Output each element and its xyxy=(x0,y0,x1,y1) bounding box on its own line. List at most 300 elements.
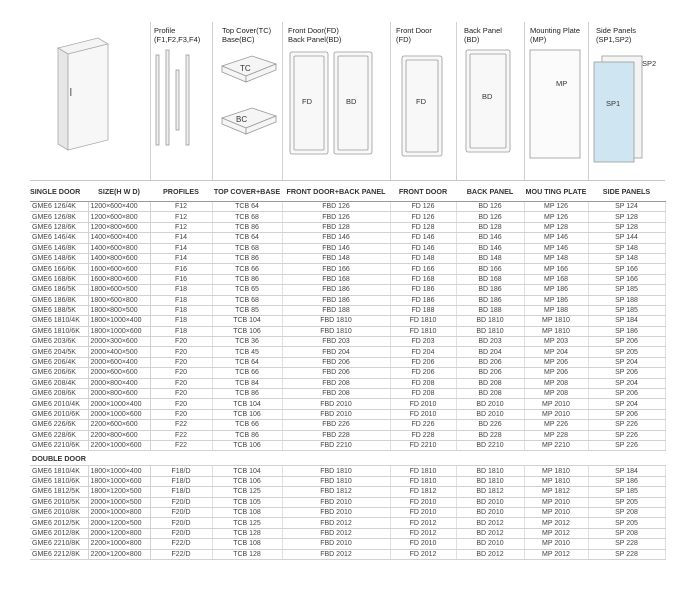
table-cell: FD 2010 xyxy=(390,507,456,517)
table-cell: FBD 168 xyxy=(282,274,390,284)
col-header: FRONT DOOR+BACK PANEL xyxy=(282,181,390,202)
table-cell: FBD 228 xyxy=(282,430,390,440)
table-cell: FD 188 xyxy=(390,305,456,315)
table-cell: F22/D xyxy=(150,549,212,559)
table-cell: MP 1810 xyxy=(524,476,588,486)
table-cell: 2000×600×600 xyxy=(88,368,150,378)
table-cell: FD 228 xyxy=(390,430,456,440)
table-cell: TCB 45 xyxy=(212,347,282,357)
svg-text:BC: BC xyxy=(236,115,248,124)
table-cell: F18 xyxy=(150,316,212,326)
table-cell: SP 206 xyxy=(588,337,665,347)
table-cell: SP 204 xyxy=(588,378,665,388)
table-cell: MP 208 xyxy=(524,389,588,399)
table-cell: GME6 2012/5K xyxy=(30,518,88,528)
table-cell: GME6 146/4K xyxy=(30,233,88,243)
table-cell: FBD 2010 xyxy=(282,507,390,517)
table-row xyxy=(30,222,665,232)
table-cell: TCB 36 xyxy=(212,337,282,347)
table-cell: GME6 2010/8K xyxy=(30,507,88,517)
table-cell: 1800×1200×500 xyxy=(88,487,150,497)
table-cell: TCB 85 xyxy=(212,305,282,315)
table-cell: SP 188 xyxy=(588,295,665,305)
table-cell: TCB 105 xyxy=(212,497,282,507)
table-cell: TCB 104 xyxy=(212,466,282,476)
table-cell: FD 2010 xyxy=(390,497,456,507)
table-cell: SP 184 xyxy=(588,466,665,476)
table-cell: SP 226 xyxy=(588,420,665,430)
table-cell: BD 126 xyxy=(456,202,524,212)
table-row xyxy=(30,399,665,409)
table-cell: TCB 64 xyxy=(212,233,282,243)
table-row xyxy=(30,305,665,315)
table-cell: MP 204 xyxy=(524,347,588,357)
table-cell: FBD 148 xyxy=(282,253,390,263)
table-cell: MP 228 xyxy=(524,430,588,440)
table-cell: BD 2210 xyxy=(456,440,524,450)
table-cell: TCB 106 xyxy=(212,476,282,486)
table-cell: BD 146 xyxy=(456,233,524,243)
table-cell: 1600×800×600 xyxy=(88,274,150,284)
mounting-plate-label: Mounting Plate (MP) xyxy=(530,26,581,44)
table-cell: GME6 226/6K xyxy=(30,420,88,430)
table-row xyxy=(30,528,665,538)
table-cell: BD 2012 xyxy=(456,528,524,538)
table-cell: GME6 188/5K xyxy=(30,305,88,315)
table-cell: F22 xyxy=(150,430,212,440)
table-cell: FBD 126 xyxy=(282,202,390,212)
table-cell: 2000×1200×800 xyxy=(88,528,150,538)
table-cell: BD 2012 xyxy=(456,518,524,528)
table-cell: GME6 2212/8K xyxy=(30,549,88,559)
table-cell: BD 204 xyxy=(456,347,524,357)
table-cell: F20 xyxy=(150,378,212,388)
divider xyxy=(212,22,213,180)
table-cell: GME6 186/8K xyxy=(30,295,88,305)
table-cell: SP 206 xyxy=(588,389,665,399)
table-cell: BD 166 xyxy=(456,264,524,274)
table-cell: FBD 186 xyxy=(282,295,390,305)
table-cell: FD 203 xyxy=(390,337,456,347)
table-row xyxy=(30,476,665,486)
table-cell: GME6 128/6K xyxy=(30,222,88,232)
svg-text:SP1: SP1 xyxy=(606,99,621,108)
table-cell: TCB 68 xyxy=(212,243,282,253)
table-cell: TCB 86 xyxy=(212,222,282,232)
table-cell: BD 2010 xyxy=(456,497,524,507)
table-cell: BD 186 xyxy=(456,285,524,295)
table-row xyxy=(30,347,665,357)
table-cell: SP 185 xyxy=(588,285,665,295)
table-cell: FBD 208 xyxy=(282,378,390,388)
mounting-plate-illustration xyxy=(530,50,580,158)
table-cell: TCB 86 xyxy=(212,253,282,263)
table-cell: TCB 86 xyxy=(212,430,282,440)
table-cell: SP 228 xyxy=(588,549,665,559)
table-cell: F20 xyxy=(150,337,212,347)
table-row xyxy=(30,497,665,507)
svg-text:TC: TC xyxy=(240,64,251,73)
table-row xyxy=(30,368,665,378)
table-cell: GME6 206/6K xyxy=(30,368,88,378)
table-cell: FBD 1810 xyxy=(282,466,390,476)
table-cell: F18 xyxy=(150,285,212,295)
table-cell: GME6 1810/6K xyxy=(30,326,88,336)
table-cell: FBD 2012 xyxy=(282,549,390,559)
table-cell: F20/D xyxy=(150,518,212,528)
table-cell: GME6 1810/4K xyxy=(30,466,88,476)
table-cell: FBD 206 xyxy=(282,368,390,378)
table-cell: TCB 68 xyxy=(212,295,282,305)
back-panel-label: Back Panel (BD) xyxy=(464,26,502,44)
table-cell: TCB 104 xyxy=(212,399,282,409)
divider xyxy=(456,22,457,180)
double-door-label: DOUBLE DOOR xyxy=(30,451,665,466)
table-cell: SP 208 xyxy=(588,507,665,517)
table-cell: TCB 106 xyxy=(212,440,282,450)
col-header: TOP COVER+BASE xyxy=(212,181,282,202)
table-cell: FBD 208 xyxy=(282,389,390,399)
table-cell: TCB 106 xyxy=(212,326,282,336)
table-cell: SP 186 xyxy=(588,326,665,336)
table-cell: FBD 146 xyxy=(282,243,390,253)
table-cell: 1200×600×400 xyxy=(88,202,150,212)
table-cell: FD 1810 xyxy=(390,476,456,486)
table-row xyxy=(30,440,665,450)
table-cell: 1400×600×800 xyxy=(88,243,150,253)
table-cell: FBD 188 xyxy=(282,305,390,315)
table-cell: FD 2012 xyxy=(390,549,456,559)
table-cell: FBD 166 xyxy=(282,264,390,274)
table-cell: GME6 2010/5K xyxy=(30,497,88,507)
table-cell: FD 208 xyxy=(390,378,456,388)
table-cell: SP 205 xyxy=(588,347,665,357)
table-cell: GME6 203/6K xyxy=(30,337,88,347)
profile-illustration xyxy=(156,50,189,145)
table-cell: TCB 64 xyxy=(212,357,282,367)
table-cell: SP 128 xyxy=(588,222,665,232)
table-cell: F12 xyxy=(150,202,212,212)
table-cell: 1800×1000×600 xyxy=(88,326,150,336)
table-cell: FD 186 xyxy=(390,285,456,295)
table-cell: F20/D xyxy=(150,497,212,507)
table-cell: 2000×1000×600 xyxy=(88,409,150,419)
table-cell: SP 205 xyxy=(588,497,665,507)
table-row xyxy=(30,253,665,263)
col-header: PROFILES xyxy=(150,181,212,202)
table-cell: SP 185 xyxy=(588,305,665,315)
table-cell: F20 xyxy=(150,368,212,378)
table-cell: BD 203 xyxy=(456,337,524,347)
table-cell: GME6 1812/5K xyxy=(30,487,88,497)
table-cell: SP 186 xyxy=(588,476,665,486)
table-row xyxy=(30,243,665,253)
table-cell: GME6 1810/4K xyxy=(30,316,88,326)
table-cell: FBD 128 xyxy=(282,222,390,232)
table-row xyxy=(30,233,665,243)
table-cell: BD 2010 xyxy=(456,409,524,419)
table-cell: MP 2010 xyxy=(524,497,588,507)
table-cell: F16 xyxy=(150,264,212,274)
table-cell: BD 2010 xyxy=(456,539,524,549)
table-cell: BD 2010 xyxy=(456,507,524,517)
svg-text:BD: BD xyxy=(482,92,493,101)
table-cell: MP 2010 xyxy=(524,507,588,517)
table-cell: TCB 84 xyxy=(212,378,282,388)
table-row xyxy=(30,285,665,295)
table-cell: MP 126 xyxy=(524,212,588,222)
side-panels-illustration xyxy=(594,56,642,162)
table-cell: 2200×1000×800 xyxy=(88,539,150,549)
table-cell: F20/D xyxy=(150,507,212,517)
table-cell: FD 148 xyxy=(390,253,456,263)
back-panel-illustration xyxy=(466,50,510,152)
front-door-illustration xyxy=(402,56,442,156)
table-cell: TCB 125 xyxy=(212,487,282,497)
front-door-label: Front Door (FD) xyxy=(396,26,432,44)
table-cell: GME6 204/5K xyxy=(30,347,88,357)
table-cell: FD 1810 xyxy=(390,326,456,336)
component-illustrations xyxy=(0,0,685,178)
table-cell: MP 128 xyxy=(524,222,588,232)
table-cell: 1800×1000×400 xyxy=(88,316,150,326)
table-cell: FBD 203 xyxy=(282,337,390,347)
parts-table xyxy=(30,180,666,560)
table-row xyxy=(30,274,665,284)
table-cell: 2000×800×400 xyxy=(88,378,150,388)
table-cell: MP 146 xyxy=(524,233,588,243)
table-cell: FBD 1812 xyxy=(282,487,390,497)
table-cell: GME6 166/6K xyxy=(30,264,88,274)
table-cell: FD 2010 xyxy=(390,539,456,549)
table-cell: FBD 226 xyxy=(282,420,390,430)
table-row xyxy=(30,295,665,305)
table-cell: F22 xyxy=(150,420,212,430)
table-cell: GME6 186/5K xyxy=(30,285,88,295)
table-cell: F20 xyxy=(150,409,212,419)
table-cell: F20 xyxy=(150,399,212,409)
table-cell: 1800×800×500 xyxy=(88,305,150,315)
table-cell: SP 148 xyxy=(588,243,665,253)
divider xyxy=(588,22,589,180)
table-cell: TCB 125 xyxy=(212,518,282,528)
table-cell: FBD 1810 xyxy=(282,326,390,336)
table-cell: 2000×300×600 xyxy=(88,337,150,347)
table-cell: SP 205 xyxy=(588,518,665,528)
table-cell: FD 204 xyxy=(390,347,456,357)
table-cell: FD 1810 xyxy=(390,316,456,326)
table-cell: GME6 148/6K xyxy=(30,253,88,263)
section-row xyxy=(30,451,665,466)
table-cell: TCB 66 xyxy=(212,420,282,430)
table-cell: 2000×1200×500 xyxy=(88,518,150,528)
table-cell: MP 148 xyxy=(524,253,588,263)
table-cell: F20 xyxy=(150,389,212,399)
table-cell: TCB 68 xyxy=(212,212,282,222)
table-cell: F20/D xyxy=(150,528,212,538)
table-cell: SP 204 xyxy=(588,399,665,409)
top-cover-label: Top Cover(TC) Base(BC) xyxy=(222,26,272,44)
table-cell: SP 226 xyxy=(588,430,665,440)
table-cell: TCB 65 xyxy=(212,285,282,295)
table-header-row xyxy=(30,181,665,202)
col-header: MOU TING PLATE xyxy=(524,181,588,202)
table-cell: MP 166 xyxy=(524,264,588,274)
divider xyxy=(390,22,391,180)
table-row xyxy=(30,326,665,336)
table-row xyxy=(30,549,665,559)
table-cell: GME6 126/4K xyxy=(30,202,88,212)
table-cell: MP 206 xyxy=(524,368,588,378)
divider xyxy=(282,22,283,180)
table-cell: GME6 208/6K xyxy=(30,389,88,399)
table-cell: 2000×600×400 xyxy=(88,357,150,367)
table-cell: TCB 64 xyxy=(212,202,282,212)
table-cell: MP 208 xyxy=(524,378,588,388)
table-cell: 1200×600×800 xyxy=(88,212,150,222)
table-cell: TCB 106 xyxy=(212,409,282,419)
table-cell: GME6 2210/6K xyxy=(30,440,88,450)
table-cell: 2000×1000×800 xyxy=(88,507,150,517)
table-cell: 1800×1000×600 xyxy=(88,476,150,486)
table-row xyxy=(30,539,665,549)
svg-text:FD: FD xyxy=(416,97,426,106)
table-cell: MP 186 xyxy=(524,295,588,305)
table-cell: BD 226 xyxy=(456,420,524,430)
table-cell: GME6 126/8K xyxy=(30,212,88,222)
front-back-label: Front Door(FD) Back Panel(BD) xyxy=(288,26,342,44)
table-cell: SP 124 xyxy=(588,202,665,212)
table-cell: FD 208 xyxy=(390,389,456,399)
divider xyxy=(524,22,525,180)
table-row xyxy=(30,212,665,222)
table-cell: SP 166 xyxy=(588,264,665,274)
table-cell: FD 166 xyxy=(390,264,456,274)
table-cell: FD 206 xyxy=(390,368,456,378)
table-cell: SP 228 xyxy=(588,539,665,549)
cabinet-illustration xyxy=(58,38,108,150)
table-row xyxy=(30,420,665,430)
table-cell: F18/D xyxy=(150,466,212,476)
table-cell: GME6 2010/6K xyxy=(30,409,88,419)
table-cell: 2000×400×500 xyxy=(88,347,150,357)
table-cell: MP 188 xyxy=(524,305,588,315)
table-cell: BD 2010 xyxy=(456,399,524,409)
double-door-rows xyxy=(30,466,665,560)
table-cell: MP 126 xyxy=(524,202,588,212)
table-cell: FBD 206 xyxy=(282,357,390,367)
table-cell: FBD 1810 xyxy=(282,476,390,486)
table-cell: MP 2012 xyxy=(524,549,588,559)
table-row xyxy=(30,316,665,326)
table-cell: FBD 126 xyxy=(282,212,390,222)
svg-text:FD: FD xyxy=(302,97,312,106)
table-cell: 2200×600×600 xyxy=(88,420,150,430)
table-cell: BD 206 xyxy=(456,368,524,378)
table-cell: MP 2012 xyxy=(524,528,588,538)
table-cell: TCB 108 xyxy=(212,507,282,517)
table-cell: BD 228 xyxy=(456,430,524,440)
table-row xyxy=(30,357,665,367)
table-row xyxy=(30,389,665,399)
table-cell: TCB 86 xyxy=(212,274,282,284)
table-cell: MP 2210 xyxy=(524,440,588,450)
table-row xyxy=(30,430,665,440)
table-cell: BD 1812 xyxy=(456,487,524,497)
table-cell: FD 2210 xyxy=(390,440,456,450)
table-cell: SP 144 xyxy=(588,233,665,243)
table-cell: BD 1810 xyxy=(456,466,524,476)
table-cell: MP 1810 xyxy=(524,326,588,336)
table-cell: F20 xyxy=(150,347,212,357)
table-cell: SP 185 xyxy=(588,487,665,497)
table-cell: BD 126 xyxy=(456,212,524,222)
divider xyxy=(150,22,151,180)
table-cell: GME6 1810/6K xyxy=(30,476,88,486)
table-cell: 2200×1000×600 xyxy=(88,440,150,450)
table-cell: 2200×1200×800 xyxy=(88,549,150,559)
table-cell: FD 146 xyxy=(390,243,456,253)
table-row xyxy=(30,487,665,497)
table-cell: BD 2012 xyxy=(456,549,524,559)
table-row xyxy=(30,337,665,347)
table-cell: FBD 2010 xyxy=(282,497,390,507)
table-row xyxy=(30,264,665,274)
col-header: FRONT DOOR xyxy=(390,181,456,202)
table-cell: TCB 66 xyxy=(212,368,282,378)
table-cell: FD 146 xyxy=(390,233,456,243)
table-cell: F18/D xyxy=(150,487,212,497)
table-cell: FD 1812 xyxy=(390,487,456,497)
table-row xyxy=(30,518,665,528)
table-cell: FD 226 xyxy=(390,420,456,430)
table-cell: GME6 2010/4K xyxy=(30,399,88,409)
table-cell: F20 xyxy=(150,357,212,367)
table-cell: FD 2012 xyxy=(390,518,456,528)
table-cell: MP 1810 xyxy=(524,466,588,476)
table-cell: GME6 208/4K xyxy=(30,378,88,388)
table-cell: 1400×800×600 xyxy=(88,253,150,263)
table-cell: 2000×800×600 xyxy=(88,389,150,399)
table-cell: GME6 228/6K xyxy=(30,430,88,440)
table-cell: MP 186 xyxy=(524,285,588,295)
table-cell: MP 203 xyxy=(524,337,588,347)
table-cell: BD 1810 xyxy=(456,316,524,326)
table-cell: FD 126 xyxy=(390,212,456,222)
table-cell: SP 184 xyxy=(588,316,665,326)
table-cell: MP 206 xyxy=(524,357,588,367)
table-cell: FD 206 xyxy=(390,357,456,367)
table-cell: BD 208 xyxy=(456,389,524,399)
table-cell: MP 1810 xyxy=(524,316,588,326)
table-cell: 1800×1000×400 xyxy=(88,466,150,476)
table-cell: FBD 2012 xyxy=(282,528,390,538)
table-cell: BD 168 xyxy=(456,274,524,284)
table-cell: 2000×1000×500 xyxy=(88,497,150,507)
table-cell: 1200×800×600 xyxy=(88,222,150,232)
table-cell: BD 186 xyxy=(456,295,524,305)
table-cell: F22 xyxy=(150,440,212,450)
side-panels-label: Side Panels (SP1,SP2) xyxy=(596,26,637,44)
table-cell: GME6 168/6K xyxy=(30,274,88,284)
single-door-rows xyxy=(30,202,665,451)
table-cell: TCB 108 xyxy=(212,539,282,549)
table-cell: F12 xyxy=(150,222,212,232)
table-cell: SP 206 xyxy=(588,368,665,378)
table-cell: MP 226 xyxy=(524,420,588,430)
table-cell: BD 188 xyxy=(456,305,524,315)
table-cell: BD 128 xyxy=(456,222,524,232)
